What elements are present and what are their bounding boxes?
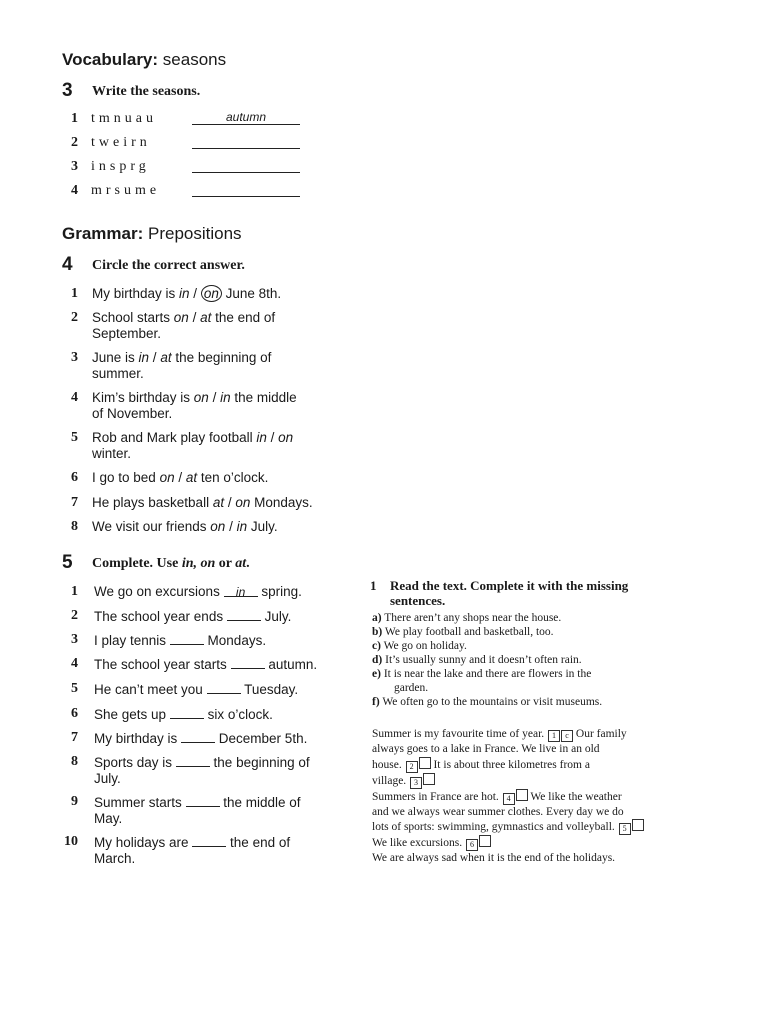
grammar-item-number: 8	[71, 519, 78, 534]
reading-option-letter: e)	[372, 668, 381, 680]
complete-item-number: 2	[71, 608, 78, 623]
exercise-5-number: 5	[62, 552, 73, 573]
grammar-item-after: ten o’clock.	[197, 470, 269, 485]
reading-option-text: We play football and basketball, too.	[384, 626, 554, 638]
passage-line	[372, 727, 700, 742]
gap-number-box: 5	[619, 823, 631, 835]
complete-item-before: She gets up	[94, 707, 170, 722]
passage-text: and we always wear summer clothes. Every day we do	[372, 805, 624, 818]
grammar-option-2[interactable]: on	[278, 430, 294, 445]
passage-text: house.	[372, 758, 402, 771]
vocab-item-letters: tmnuau	[91, 111, 157, 126]
complete-item-text	[94, 632, 354, 649]
passage-line	[372, 773, 700, 789]
vocab-item-number: 4	[71, 183, 78, 198]
complete-item-after: December 5th.	[215, 731, 308, 746]
complete-item-after: spring.	[257, 584, 302, 599]
vocab-item-letters: tweirn	[91, 135, 151, 150]
grammar-item-text	[92, 430, 342, 462]
grammar-item-text	[92, 286, 342, 302]
complete-blank[interactable]	[170, 706, 204, 719]
complete-item-text	[94, 754, 354, 787]
grammar-option-1[interactable]: at	[212, 495, 225, 510]
grammar-heading	[62, 224, 242, 244]
grammar-item-number: 6	[71, 470, 78, 485]
complete-blank[interactable]	[192, 834, 226, 847]
passage-line	[372, 742, 700, 757]
grammar-option-1[interactable]: on	[193, 390, 209, 405]
passage-line	[372, 835, 700, 851]
grammar-option-2[interactable]: at	[185, 470, 198, 485]
grammar-item-before: June is	[92, 350, 139, 365]
grammar-item-line2: summer.	[92, 366, 144, 381]
vocab-item-letters: mrsume	[91, 183, 161, 198]
instruction-part: or	[215, 556, 236, 571]
grammar-slash: /	[189, 286, 201, 301]
complete-blank[interactable]	[176, 754, 210, 767]
complete-item-text	[94, 608, 354, 625]
vocab-item-number: 3	[71, 159, 78, 174]
grammar-item-text	[92, 519, 342, 535]
passage-line	[372, 757, 700, 773]
complete-item-text	[94, 706, 354, 723]
complete-item-number: 7	[71, 730, 78, 745]
passage-text: We are always sad when it is the end of the holidays.	[372, 852, 616, 865]
passage-text: It is about three kilometres from a	[430, 758, 590, 771]
vocabulary-heading-bold: Vocabulary:	[62, 50, 159, 69]
complete-blank[interactable]	[170, 632, 204, 645]
complete-item-after: July.	[260, 609, 292, 624]
passage-text: We like the weather	[527, 790, 622, 803]
grammar-list	[64, 286, 354, 536]
reading-option-letter: c)	[372, 640, 381, 652]
grammar-option-1[interactable]: on	[210, 519, 226, 534]
complete-item-before: He can’t meet you	[94, 682, 207, 697]
reading-option-text: We often go to the mountains or visit museums.	[382, 696, 603, 708]
grammar-option-1[interactable]: in	[138, 350, 150, 365]
complete-item-number: 3	[71, 632, 78, 647]
grammar-slash: /	[188, 310, 201, 325]
complete-item-text	[94, 681, 354, 698]
grammar-option-2[interactable]: at	[160, 350, 172, 365]
gap-number-box: 4	[503, 793, 515, 805]
complete-item-text	[94, 730, 354, 747]
vocabulary-heading-topic: seasons	[162, 50, 227, 69]
complete-item-after: six o’clock.	[203, 707, 273, 722]
complete-item-text	[94, 834, 354, 867]
complete-item-before: Sports day is	[94, 755, 176, 770]
reading-exercise-number: 1	[370, 578, 377, 593]
grammar-option-2[interactable]: in	[220, 390, 231, 405]
passage-text: village.	[372, 774, 407, 787]
passage-text: always goes to a lake in France. We live in an old	[372, 743, 600, 755]
gap-number-box: 6	[466, 839, 478, 851]
reading-option-text: It is near the lake and there are flowers in the	[383, 668, 592, 680]
exercise-3-number: 3	[62, 80, 73, 101]
grammar-item-after: the end of	[211, 310, 276, 325]
grammar-item-text	[92, 495, 342, 511]
complete-item-line2: July.	[94, 771, 121, 786]
complete-item-number: 6	[71, 706, 78, 721]
grammar-item-line2: winter.	[92, 446, 132, 461]
exercise-3-instruction: Write the seasons.	[92, 84, 201, 99]
complete-list	[64, 584, 354, 874]
grammar-item-after: the beginning of	[171, 350, 272, 365]
grammar-option-2-circled[interactable]: on	[201, 285, 222, 302]
reading-option-text: There aren’t any shops near the house.	[384, 612, 562, 624]
complete-blank[interactable]	[186, 794, 220, 807]
grammar-item-number: 7	[71, 495, 78, 510]
grammar-option-2[interactable]: at	[200, 310, 212, 325]
passage-line	[372, 805, 700, 820]
passage-text: lots of sports: swimming, gymnastics and volleyball.	[372, 821, 615, 834]
complete-item-after: Tuesday.	[240, 682, 299, 697]
complete-item-text	[94, 656, 354, 673]
passage-line	[372, 819, 700, 835]
complete-item-number: 9	[71, 794, 78, 809]
grammar-slash: /	[266, 430, 279, 445]
gap-answer-box[interactable]	[632, 819, 644, 831]
grammar-item-number: 3	[71, 350, 78, 365]
grammar-item-text	[92, 350, 342, 382]
exercise-4-instruction: Circle the correct answer.	[92, 258, 245, 273]
reading-instruction-line1: Read the text. Complete it with the missing	[390, 578, 629, 593]
grammar-item-after: Mondays.	[250, 495, 313, 510]
grammar-item-line2: of November.	[92, 406, 173, 421]
complete-item-text	[94, 584, 354, 600]
gap-answer-box[interactable]	[423, 773, 435, 785]
instruction-prepositions: in, on	[181, 556, 216, 571]
grammar-item-number: 5	[71, 430, 78, 445]
complete-item-number: 8	[71, 754, 78, 769]
gap-number-box: 1	[548, 730, 560, 742]
grammar-item-number: 1	[71, 286, 78, 301]
grammar-item-before: Kim’s birthday is	[92, 390, 194, 405]
vocab-item-number: 2	[71, 135, 78, 150]
complete-item-before: My holidays are	[94, 835, 193, 850]
grammar-slash: /	[149, 350, 161, 365]
grammar-item-after: July.	[247, 519, 278, 534]
complete-item-after: the beginning of	[209, 755, 310, 770]
passage-text: Summer is my favourite time of year.	[372, 728, 545, 740]
grammar-item-text	[92, 470, 342, 486]
reading-option-text: We go on holiday.	[383, 640, 467, 652]
passage-line	[372, 789, 700, 805]
vocab-item-number: 1	[71, 111, 78, 126]
grammar-item-before: My birthday is	[92, 286, 180, 301]
complete-item-before: The school year starts	[94, 657, 231, 672]
reading-option-letter: a)	[372, 612, 382, 624]
grammar-item-line2: September.	[92, 326, 162, 341]
gap-answer-box[interactable]	[419, 757, 431, 769]
grammar-option-1[interactable]: in	[256, 430, 267, 445]
grammar-option-1[interactable]: on	[159, 470, 175, 485]
grammar-item-before: School starts	[92, 310, 174, 325]
complete-item-before: My birthday is	[94, 731, 182, 746]
vocab-answer-line[interactable]	[192, 158, 300, 173]
complete-item-number: 5	[71, 681, 78, 696]
reading-option	[372, 625, 700, 639]
complete-item-number: 4	[71, 656, 78, 671]
vocabulary-heading	[62, 50, 226, 70]
reading-option	[372, 667, 700, 695]
complete-blank[interactable]	[227, 608, 261, 621]
vocab-answer-line[interactable]	[192, 182, 300, 197]
complete-item-line2: March.	[94, 851, 136, 866]
vocab-answer-line[interactable]: autumn	[192, 110, 300, 125]
grammar-item-number: 4	[71, 390, 78, 405]
complete-item-after: the end of	[226, 835, 291, 850]
grammar-slash: /	[174, 470, 186, 485]
complete-item-number: 10	[64, 834, 78, 849]
complete-item-after: Mondays.	[203, 633, 267, 648]
instruction-preposition-at: at	[235, 556, 247, 571]
grammar-option-1[interactable]: in	[179, 286, 190, 301]
reading-instruction	[390, 578, 700, 608]
exercise-4-number: 4	[62, 254, 73, 275]
instruction-part: Complete. Use	[92, 556, 182, 571]
reading-passage	[372, 727, 700, 866]
instruction-part: .	[246, 556, 250, 571]
gap-answer-box[interactable]	[479, 835, 491, 847]
grammar-item-after: June 8th.	[221, 286, 282, 301]
grammar-option-2[interactable]: in	[236, 519, 248, 534]
complete-item-text	[94, 794, 354, 827]
grammar-item-before: I go to bed	[92, 470, 160, 485]
vocab-answer-line[interactable]	[192, 134, 300, 149]
complete-item-before: We go on excursions	[94, 584, 224, 599]
complete-item-after: autumn.	[264, 657, 318, 672]
passage-text: Summers in France are hot.	[372, 790, 499, 803]
complete-item-before: Summer starts	[94, 795, 186, 810]
passage-text: Our family	[573, 728, 627, 740]
grammar-item-before: Rob and Mark play football	[92, 430, 257, 445]
reading-instruction-line2: sentences.	[390, 593, 446, 608]
reading-option-letter: b)	[372, 626, 383, 638]
grammar-option-2[interactable]: on	[235, 495, 251, 510]
grammar-item-text	[92, 390, 342, 422]
grammar-item-before: He plays basketball	[92, 495, 213, 510]
passage-text: We like excursions.	[372, 837, 463, 850]
reading-options	[372, 611, 700, 709]
complete-item-number: 1	[71, 584, 78, 599]
grammar-slash: /	[208, 390, 221, 405]
grammar-option-1[interactable]: on	[173, 310, 189, 325]
gap-number-box: 2	[406, 761, 418, 773]
gap-number-box: 3	[410, 777, 422, 789]
complete-blank[interactable]	[181, 730, 215, 743]
reading-option-text-line2: garden.	[394, 682, 429, 694]
gap-answer-box[interactable]: c	[561, 730, 573, 742]
reading-option-letter: f)	[372, 696, 380, 708]
reading-option-text: It’s usually sunny and it doesn’t often rain.	[385, 654, 582, 666]
exercise-5-instruction	[92, 556, 250, 572]
grammar-slash: /	[224, 495, 236, 510]
grammar-item-after: the middle	[230, 390, 297, 405]
complete-blank[interactable]	[231, 656, 265, 669]
grammar-heading-topic: Prepositions	[148, 224, 242, 243]
complete-item-line2: May.	[94, 811, 123, 826]
grammar-item-text	[92, 310, 342, 342]
vocab-item-letters: insprg	[91, 159, 150, 174]
complete-blank[interactable]	[207, 681, 241, 694]
complete-item-before: The school year ends	[94, 609, 227, 624]
complete-item-after: the middle of	[219, 795, 301, 810]
reading-option-letter: d)	[372, 654, 383, 666]
reading-option	[372, 653, 700, 667]
grammar-item-before: We visit our friends	[92, 519, 211, 534]
passage-line	[372, 851, 700, 866]
grammar-slash: /	[225, 519, 237, 534]
reading-option	[372, 639, 700, 653]
reading-option	[372, 611, 700, 625]
grammar-item-number: 2	[71, 310, 78, 325]
complete-blank[interactable]: in	[224, 584, 258, 597]
grammar-heading-bold: Grammar:	[62, 224, 144, 243]
complete-item-before: I play tennis	[94, 633, 170, 648]
gap-answer-box[interactable]	[516, 789, 528, 801]
reading-option	[372, 695, 700, 709]
